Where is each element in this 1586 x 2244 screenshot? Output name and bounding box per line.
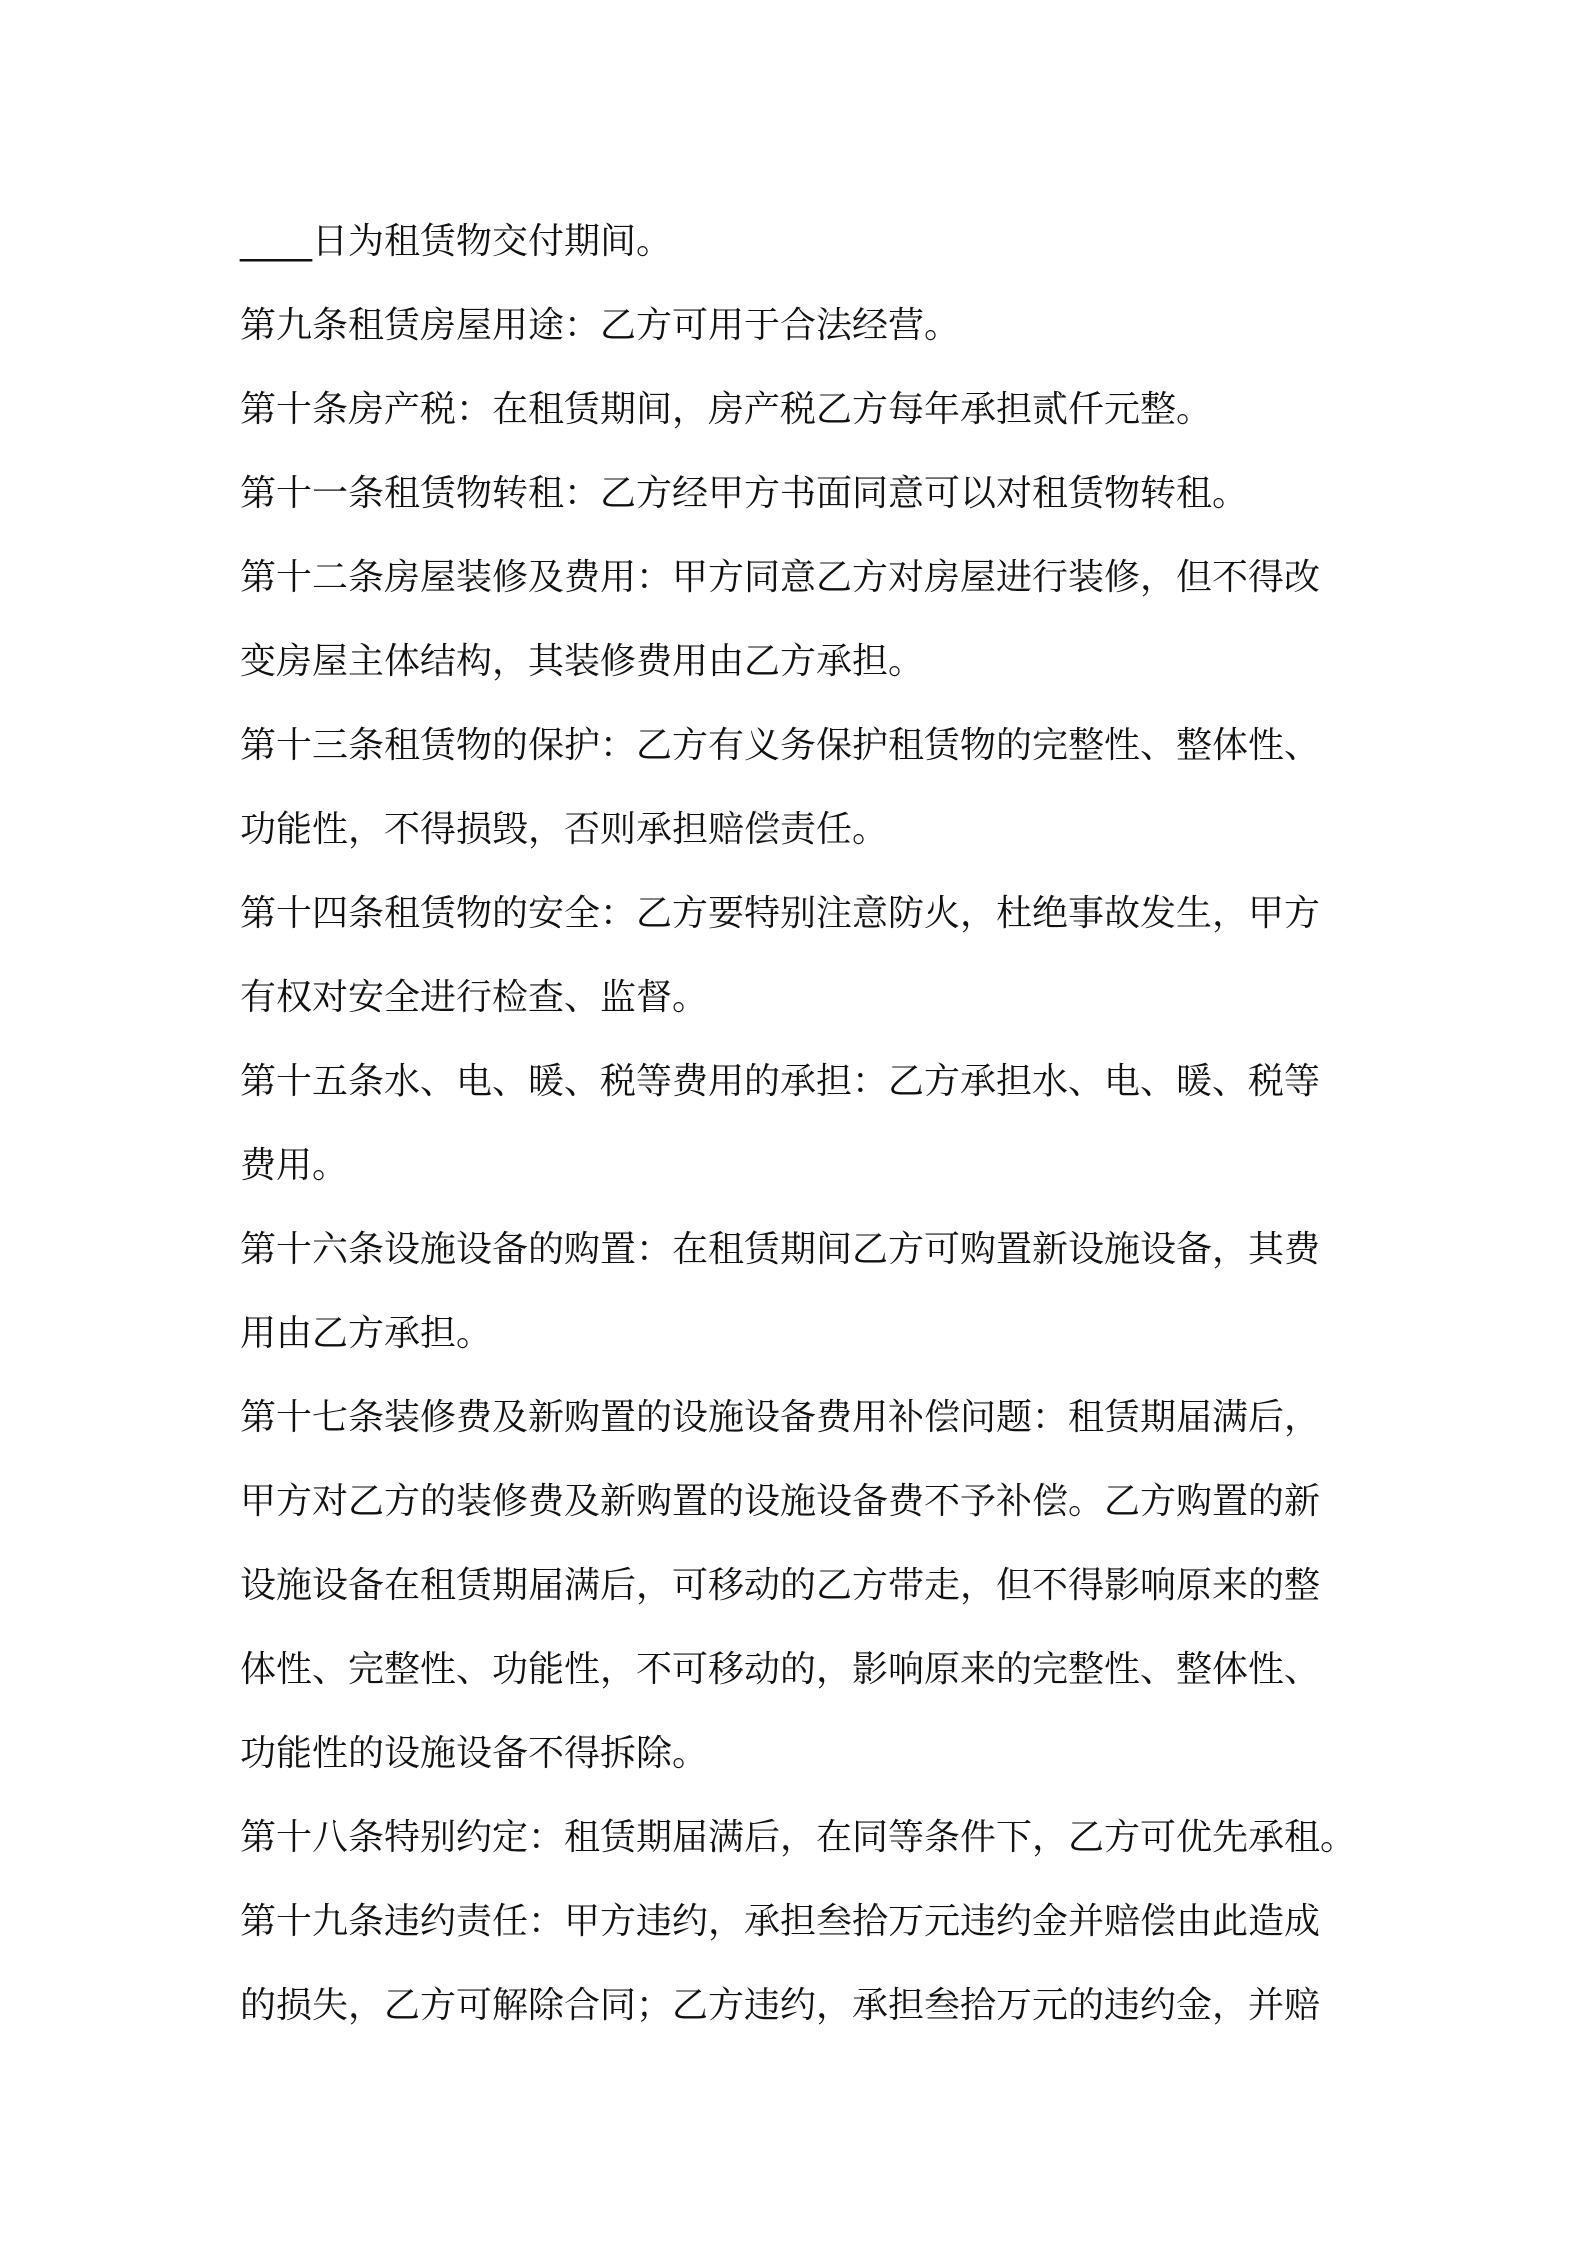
text-line: 第十二条房屋装修及费用：甲方同意乙方对房屋进行装修，但不得改 (240, 557, 1321, 598)
text-line: 第十五条水、电、暖、税等费用的承担：乙方承担水、电、暖、税等 (240, 1061, 1321, 1102)
text-line: 第十三条租赁物的保护：乙方有义务保护租赁物的完整性、整体性、 (240, 725, 1321, 766)
text-line: 设施设备在租赁期届满后，可移动的乙方带走，但不得影响原来的整 (240, 1565, 1321, 1606)
text-line: 第十一条租赁物转租：乙方经甲方书面同意可以对租赁物转租。 (240, 473, 1249, 514)
text-line: 第九条租赁房屋用途：乙方可用于合法经营。 (240, 305, 961, 346)
text-line: ____日为租赁物交付期间。 (240, 221, 673, 262)
text-line: 费用。 (240, 1145, 349, 1186)
text-line: 甲方对乙方的装修费及新购置的设施设备费不予补偿。乙方购置的新 (240, 1481, 1321, 1522)
text-line: 变房屋主体结构，其装修费用由乙方承担。 (240, 641, 925, 682)
text-line: 体性、完整性、功能性，不可移动的，影响原来的完整性、整体性、 (240, 1649, 1321, 1690)
text-line: 用由乙方承担。 (240, 1313, 493, 1354)
text-line: 第十条房产税：在租赁期间，房产税乙方每年承担贰仟元整。 (240, 389, 1213, 430)
text-line: 功能性的设施设备不得拆除。 (240, 1733, 709, 1774)
text-line: 第十九条违约责任：甲方违约，承担叁拾万元违约金并赔偿由此造成 (240, 1901, 1321, 1942)
text-line: 功能性，不得损毁，否则承担赔偿责任。 (240, 809, 889, 850)
text-line: 第十七条装修费及新购置的设施设备费用补偿问题：租赁期届满后， (240, 1397, 1321, 1438)
text-line: 有权对安全进行检查、监督。 (240, 977, 709, 1018)
text-line: 第十八条特别约定：租赁期届满后，在同等条件下，乙方可优先承租。 (240, 1817, 1357, 1858)
document-body (240, 200, 1360, 2048)
text-line: 第十六条设施设备的购置：在租赁期间乙方可购置新设施设备，其费 (240, 1229, 1321, 1270)
text-line: 第十四条租赁物的安全：乙方要特别注意防火，杜绝事故发生，甲方 (240, 893, 1321, 934)
text-line: 的损失，乙方可解除合同；乙方违约，承担叁拾万元的违约金，并赔 (240, 1985, 1321, 2026)
